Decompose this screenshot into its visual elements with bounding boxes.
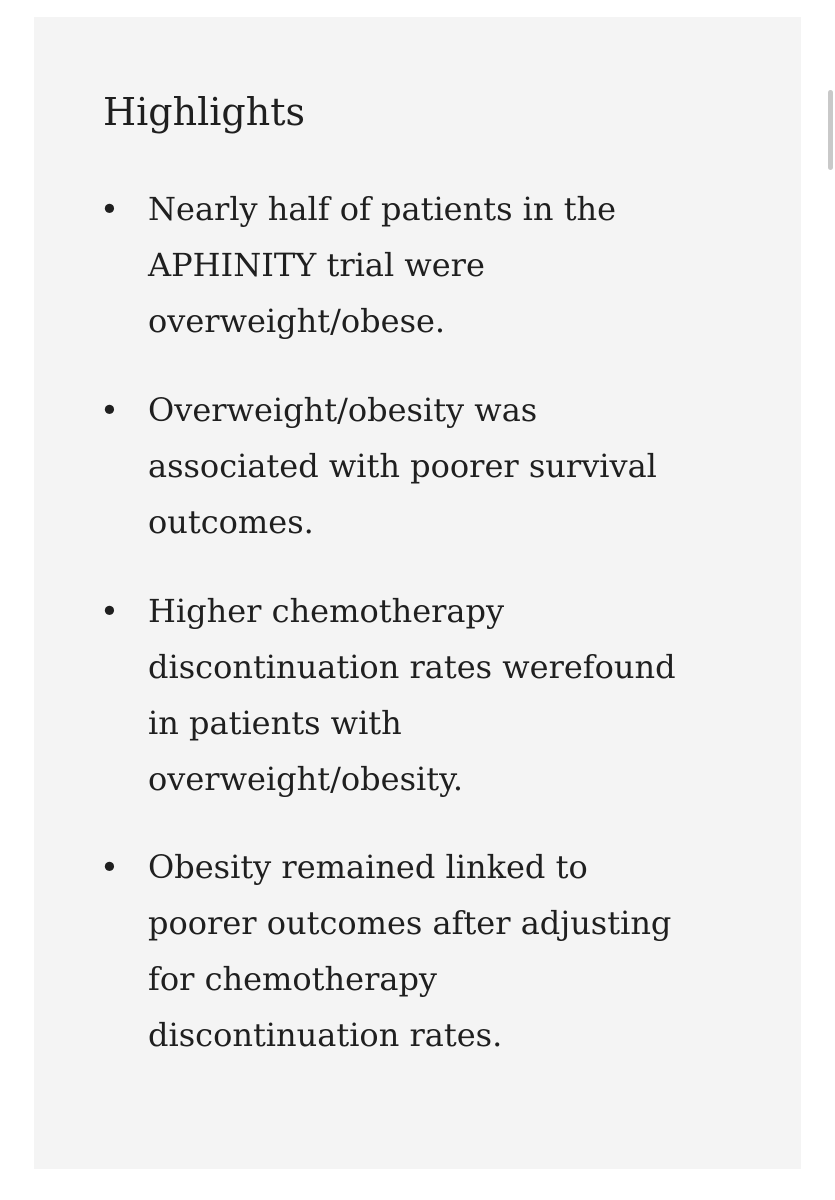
highlight-text: Overweight/obesity was associated with poorer survival outcomes. bbox=[148, 391, 657, 541]
bullet-icon: • bbox=[100, 592, 119, 630]
bullet-icon: • bbox=[100, 190, 119, 228]
highlight-text: Nearly half of patients in the APHINITY trial were overweight/obese. bbox=[148, 190, 617, 340]
highlight-text: Obesity remained linked to poorer outcomes after adjusting for chemotherapy discontinuation rates. bbox=[148, 848, 672, 1054]
bullet-icon: • bbox=[100, 848, 119, 886]
highlights-panel bbox=[34, 17, 801, 1169]
scrollbar-thumb[interactable] bbox=[828, 90, 833, 170]
bullet-icon: • bbox=[100, 391, 119, 429]
highlight-text: Higher chemotherapy discontinuation rates werefound in patients with overweight/obesity. bbox=[148, 592, 676, 798]
highlights-title: Highlights bbox=[103, 90, 305, 134]
